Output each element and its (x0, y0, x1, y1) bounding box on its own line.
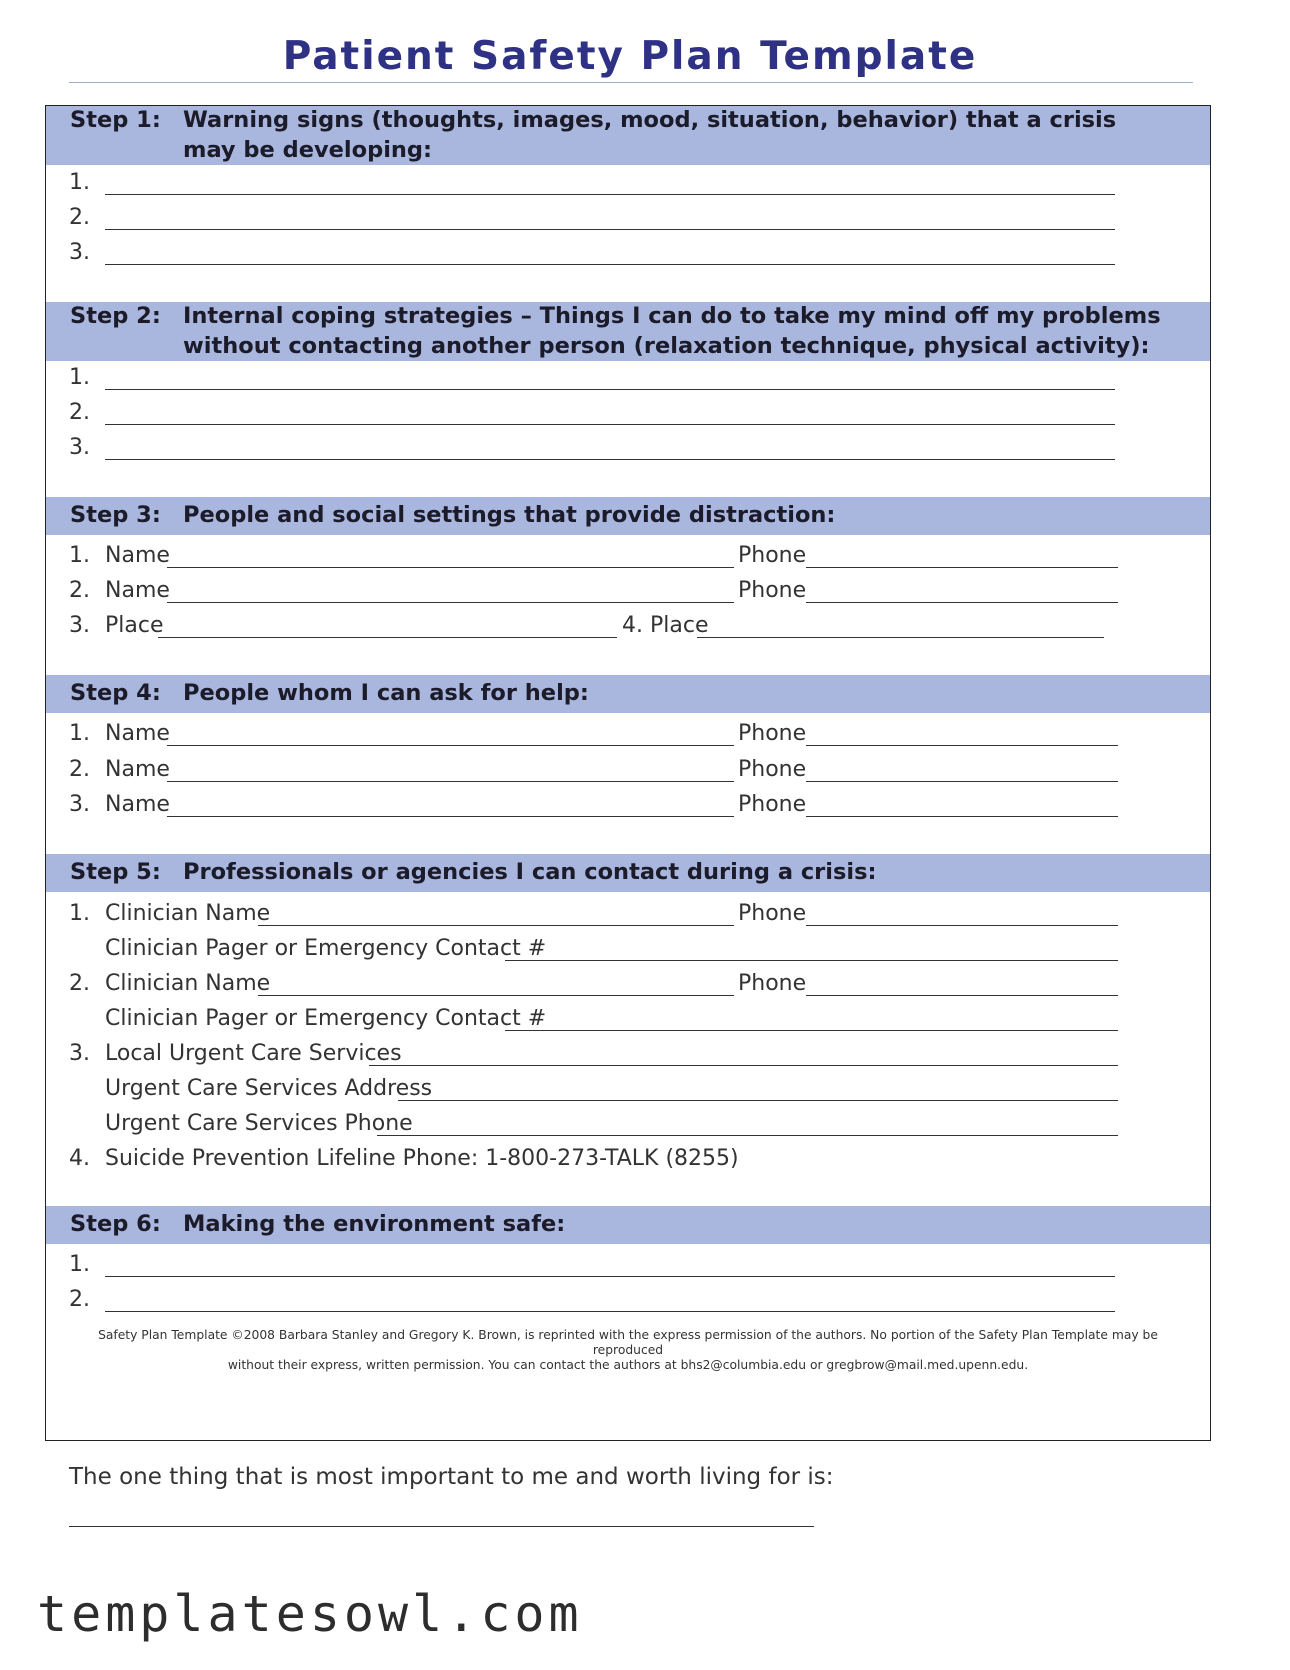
step-2-field-3[interactable] (105, 459, 1115, 460)
step-2-item-3: 3. (46, 435, 1210, 465)
step-4-text: People whom I can ask for help: (183, 680, 589, 706)
step-3-row-3: 3. Place 4. Place (46, 613, 1210, 643)
step-2-text: Internal coping strategies – Things I can do to take my mind off my problems without contacting another person (relaxation technique, physical activity): (183, 303, 1161, 359)
step-3-header (46, 497, 1210, 535)
step-3-phone-field-1[interactable] (806, 567, 1118, 568)
step-5-pager-2: Clinician Pager or Emergency Contact # (46, 1006, 1210, 1036)
step-6-item-1: 1. (46, 1252, 1210, 1282)
step-4-name-field-3[interactable] (167, 816, 734, 817)
step-3-place-field-3[interactable] (158, 637, 617, 638)
step-2-field-1[interactable] (105, 389, 1115, 390)
watermark: templatesowl.com (37, 1585, 583, 1643)
step-1-item-2: 2. (46, 205, 1210, 235)
step-5-urgent-phone-field[interactable] (377, 1135, 1118, 1136)
step-5-clinician-1: 1. Clinician Name Phone (46, 901, 1210, 931)
step-5-clinician-2: 2. Clinician Name Phone (46, 971, 1210, 1001)
step-2-header (46, 302, 1210, 361)
lifeline-phone: Suicide Prevention Lifeline Phone: 1-800-273-TALK (8255) (105, 1146, 739, 1171)
step-3-text: People and social settings that provide distraction: (183, 502, 836, 528)
step-6-field-1[interactable] (105, 1276, 1115, 1277)
step-3-label: Step 3: (70, 502, 161, 528)
step-6-item-2: 2. (46, 1287, 1210, 1317)
step-6-field-2[interactable] (105, 1311, 1115, 1312)
step-4-row-3: 3. Name Phone (46, 792, 1210, 822)
step-5-local-urgent: 3. Local Urgent Care Services (46, 1041, 1210, 1071)
step-4-header (46, 675, 1210, 713)
step-3-row-2: 2. Name Phone (46, 578, 1210, 608)
step-4-name-field-2[interactable] (167, 781, 734, 782)
step-3-name-field-1[interactable] (167, 567, 734, 568)
step-5-pager-field-2[interactable] (505, 1030, 1118, 1031)
step-5-clinician-phone-field-1[interactable] (806, 925, 1118, 926)
step-5-lifeline: 4. Suicide Prevention Lifeline Phone: 1-800-273-TALK (8255) (69, 1146, 739, 1171)
page-title: Patient Safety Plan Template (282, 34, 978, 79)
step-5-urgent-care-field[interactable] (369, 1065, 1118, 1066)
step-6-header (46, 1206, 1210, 1244)
copyright-notice: Safety Plan Template ©2008 Barbara Stanley and Gregory K. Brown, is reprinted with the express permission of the authors. No portion of the Safety Plan Template may be reproduced without their express, written permission. You can contact the authors at bhs2@columbia.edu or gregbrow@mail.med.upenn.edu. (98, 1328, 1158, 1372)
step-4-phone-field-2[interactable] (806, 781, 1118, 782)
step-2-item-2: 2. (46, 400, 1210, 430)
step-1-item-1: 1. (46, 170, 1210, 200)
step-5-urgent-address-field[interactable] (398, 1100, 1118, 1101)
step-5-label: Step 5: (70, 859, 161, 885)
title-divider (69, 82, 1193, 83)
step-5-urgent-address: Urgent Care Services Address (46, 1076, 1210, 1106)
step-2-item-1: 1. (46, 365, 1210, 395)
step-5-clinician-phone-field-2[interactable] (806, 995, 1118, 996)
step-4-phone-field-3[interactable] (806, 816, 1118, 817)
step-1-field-1[interactable] (105, 194, 1115, 195)
step-6-label: Step 6: (70, 1211, 161, 1237)
step-3-place-field-4[interactable] (697, 637, 1104, 638)
step-1-label: Step 1: (70, 107, 161, 133)
step-2-label: Step 2: (70, 303, 161, 329)
step-5-text: Professionals or agencies I can contact during a crisis: (183, 859, 877, 885)
step-5-clinician-name-field-1[interactable] (258, 925, 734, 926)
step-4-row-2: 2. Name Phone (46, 757, 1210, 787)
step-6-text: Making the environment safe: (183, 1211, 566, 1237)
step-1-header (46, 106, 1210, 165)
closing-answer-field[interactable] (69, 1526, 814, 1527)
step-4-name-field-1[interactable] (167, 745, 734, 746)
safety-plan-form (45, 105, 1211, 1441)
step-4-label: Step 4: (70, 680, 161, 706)
step-1-field-3[interactable] (105, 264, 1115, 265)
step-3-phone-field-2[interactable] (806, 602, 1118, 603)
step-5-urgent-phone: Urgent Care Services Phone (46, 1111, 1210, 1141)
step-1-item-3: 3. (46, 240, 1210, 270)
step-3-row-1: 1. Name Phone (46, 543, 1210, 573)
step-4-row-1: 1. Name Phone (46, 721, 1210, 751)
step-5-pager-1: Clinician Pager or Emergency Contact # (46, 936, 1210, 966)
step-5-clinician-name-field-2[interactable] (258, 995, 734, 996)
step-2-field-2[interactable] (105, 424, 1115, 425)
step-5-pager-field-1[interactable] (505, 960, 1118, 961)
closing-prompt: The one thing that is most important to me and worth living for is: (69, 1464, 834, 1490)
step-5-header (46, 854, 1210, 892)
step-3-name-field-2[interactable] (167, 602, 734, 603)
step-4-phone-field-1[interactable] (806, 745, 1118, 746)
step-1-text: Warning signs (thoughts, images, mood, situation, behavior) that a crisis may be developing: (183, 107, 1117, 163)
step-1-field-2[interactable] (105, 229, 1115, 230)
